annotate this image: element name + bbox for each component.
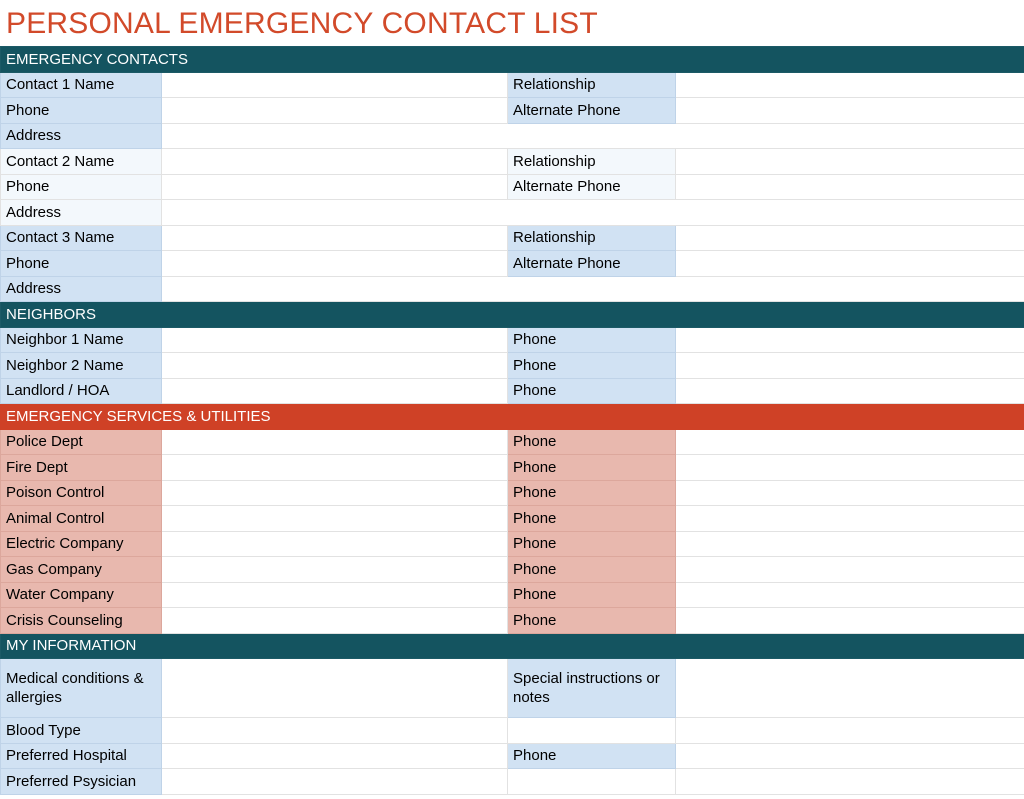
section-title-emergency-contacts: EMERGENCY CONTACTS: [1, 47, 1024, 73]
hospital-label: Preferred Hospital: [1, 743, 162, 769]
notes-cell[interactable]: [676, 659, 1024, 718]
water-phone-cell[interactable]: [676, 582, 1024, 608]
contact-1-name-label: Contact 1 Name: [1, 72, 162, 98]
electric-phone-label: Phone: [508, 531, 676, 557]
landlord-phone-label: Phone: [508, 378, 676, 404]
neighbor-2-phone-label: Phone: [508, 353, 676, 379]
water-cell[interactable]: [162, 582, 508, 608]
section-header-row: [1, 47, 1024, 73]
animal-label: Animal Control: [1, 506, 162, 532]
table-row: [1, 608, 1024, 634]
contact-2-relationship-cell[interactable]: [676, 149, 1024, 175]
electric-cell[interactable]: [162, 531, 508, 557]
table-row: [1, 455, 1024, 481]
blank-cell[interactable]: [508, 718, 676, 744]
animal-cell[interactable]: [162, 506, 508, 532]
police-phone-cell[interactable]: [676, 429, 1024, 455]
table-row: [1, 743, 1024, 769]
hospital-phone-cell[interactable]: [676, 743, 1024, 769]
neighbor-2-phone-cell[interactable]: [676, 353, 1024, 379]
water-phone-label: Phone: [508, 582, 676, 608]
contact-2-address-cell[interactable]: [162, 200, 1024, 226]
police-cell[interactable]: [162, 429, 508, 455]
notes-label: Special instructions or notes: [508, 659, 676, 718]
contact-1-phone-cell[interactable]: [162, 98, 508, 124]
table-row: [1, 327, 1024, 353]
table-row: [1, 200, 1024, 226]
table-row: [1, 769, 1024, 795]
table-row: [1, 98, 1024, 124]
neighbor-1-label: Neighbor 1 Name: [1, 327, 162, 353]
contact-3-phone-cell[interactable]: [162, 251, 508, 277]
poison-cell[interactable]: [162, 480, 508, 506]
hospital-phone-label: Phone: [508, 743, 676, 769]
poison-label: Poison Control: [1, 480, 162, 506]
contact-2-name-cell[interactable]: [162, 149, 508, 175]
table-row: [1, 506, 1024, 532]
landlord-name-cell[interactable]: [162, 378, 508, 404]
crisis-label: Crisis Counseling: [1, 608, 162, 634]
contact-2-phone-label: Phone: [1, 174, 162, 200]
contact-3-alt-phone-cell[interactable]: [676, 251, 1024, 277]
contact-2-alt-phone-cell[interactable]: [676, 174, 1024, 200]
contact-3-address-cell[interactable]: [162, 276, 1024, 302]
neighbor-1-phone-label: Phone: [508, 327, 676, 353]
fire-cell[interactable]: [162, 455, 508, 481]
section-title-services: EMERGENCY SERVICES & UTILITIES: [1, 404, 1024, 430]
contact-2-relationship-label: Relationship: [508, 149, 676, 175]
medical-label: Medical conditions & allergies: [1, 659, 162, 718]
neighbor-2-label: Neighbor 2 Name: [1, 353, 162, 379]
table-row: [1, 251, 1024, 277]
contact-1-address-label: Address: [1, 123, 162, 149]
contact-3-phone-label: Phone: [1, 251, 162, 277]
table-row: [1, 174, 1024, 200]
crisis-phone-label: Phone: [508, 608, 676, 634]
table-row: [1, 276, 1024, 302]
neighbor-2-name-cell[interactable]: [162, 353, 508, 379]
table-row: [1, 378, 1024, 404]
police-label: Police Dept: [1, 429, 162, 455]
neighbor-1-phone-cell[interactable]: [676, 327, 1024, 353]
table-row: [1, 72, 1024, 98]
section-header-row: [1, 302, 1024, 328]
table-row: [1, 353, 1024, 379]
table-row: [1, 582, 1024, 608]
police-phone-label: Phone: [508, 429, 676, 455]
table-row: [1, 480, 1024, 506]
poison-phone-cell[interactable]: [676, 480, 1024, 506]
physician-cell[interactable]: [162, 769, 508, 795]
gas-phone-cell[interactable]: [676, 557, 1024, 583]
water-label: Water Company: [1, 582, 162, 608]
contact-2-address-label: Address: [1, 200, 162, 226]
blank-cell[interactable]: [508, 769, 676, 795]
table-row: [1, 429, 1024, 455]
animal-phone-label: Phone: [508, 506, 676, 532]
landlord-label: Landlord / HOA: [1, 378, 162, 404]
table-row: [1, 557, 1024, 583]
contact-3-address-label: Address: [1, 276, 162, 302]
contact-1-relationship-cell[interactable]: [676, 72, 1024, 98]
contact-sheet: [0, 46, 1024, 795]
contact-3-relationship-label: Relationship: [508, 225, 676, 251]
table-row: [1, 531, 1024, 557]
table-row: [1, 149, 1024, 175]
electric-label: Electric Company: [1, 531, 162, 557]
contact-2-phone-cell[interactable]: [162, 174, 508, 200]
hospital-cell[interactable]: [162, 743, 508, 769]
gas-phone-label: Phone: [508, 557, 676, 583]
section-header-row: [1, 633, 1024, 659]
contact-1-alt-phone-cell[interactable]: [676, 98, 1024, 124]
contact-3-name-label: Contact 3 Name: [1, 225, 162, 251]
section-title-neighbors: NEIGHBORS: [1, 302, 1024, 328]
section-header-row: [1, 404, 1024, 430]
section-title-my-info: MY INFORMATION: [1, 633, 1024, 659]
blood-type-label: Blood Type: [1, 718, 162, 744]
fire-phone-label: Phone: [508, 455, 676, 481]
gas-cell[interactable]: [162, 557, 508, 583]
gas-label: Gas Company: [1, 557, 162, 583]
contact-2-alt-phone-label: Alternate Phone: [508, 174, 676, 200]
blank-cell[interactable]: [676, 769, 1024, 795]
contact-3-relationship-cell[interactable]: [676, 225, 1024, 251]
electric-phone-cell[interactable]: [676, 531, 1024, 557]
crisis-phone-cell[interactable]: [676, 608, 1024, 634]
table-row: [1, 225, 1024, 251]
neighbor-1-name-cell[interactable]: [162, 327, 508, 353]
contact-1-name-cell[interactable]: [162, 72, 508, 98]
contact-1-alt-phone-label: Alternate Phone: [508, 98, 676, 124]
medical-cell[interactable]: [162, 659, 508, 718]
physician-label: Preferred Psysician: [1, 769, 162, 795]
contact-2-name-label: Contact 2 Name: [1, 149, 162, 175]
contact-1-phone-label: Phone: [1, 98, 162, 124]
blank-cell[interactable]: [676, 718, 1024, 744]
page-title: PERSONAL EMERGENCY CONTACT LIST: [6, 7, 598, 40]
fire-label: Fire Dept: [1, 455, 162, 481]
poison-phone-label: Phone: [508, 480, 676, 506]
table-row: [1, 659, 1024, 718]
fire-phone-cell[interactable]: [676, 455, 1024, 481]
landlord-phone-cell[interactable]: [676, 378, 1024, 404]
crisis-cell[interactable]: [162, 608, 508, 634]
contact-1-relationship-label: Relationship: [508, 72, 676, 98]
contact-3-name-cell[interactable]: [162, 225, 508, 251]
table-row: [1, 123, 1024, 149]
contact-3-alt-phone-label: Alternate Phone: [508, 251, 676, 277]
contact-1-address-cell[interactable]: [162, 123, 1024, 149]
animal-phone-cell[interactable]: [676, 506, 1024, 532]
table-row: [1, 718, 1024, 744]
blood-type-cell[interactable]: [162, 718, 508, 744]
